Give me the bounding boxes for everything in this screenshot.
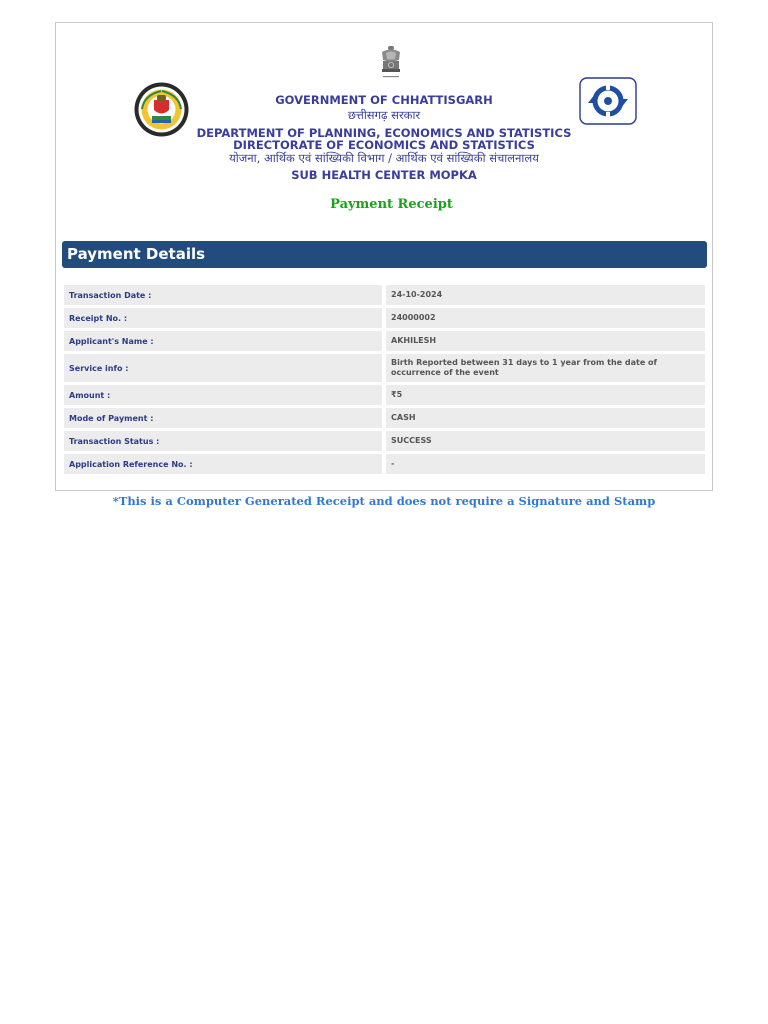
detail-row-transaction-date xyxy=(64,285,705,305)
detail-value: AKHILESH xyxy=(386,331,705,351)
detail-row-service-info xyxy=(64,354,705,382)
detail-label: Service info : xyxy=(64,354,382,382)
directorate-name: DIRECTORATE OF ECONOMICS AND STATISTICS xyxy=(233,138,535,152)
government-name-hindi: छत्तीसगढ़ सरकार xyxy=(347,108,421,122)
department-name: DEPARTMENT OF PLANNING, ECONOMICS AND STATISTICS xyxy=(196,126,572,140)
detail-label: Application Reference No. : xyxy=(64,454,382,474)
detail-value: ₹5 xyxy=(386,385,705,405)
detail-row-payment-mode xyxy=(64,408,705,428)
detail-value: 24000002 xyxy=(386,308,705,328)
detail-row-receipt-no xyxy=(64,308,705,328)
department-name-hindi: योजना, आर्थिक एवं सांख्यिकी विभाग / आर्थिक एवं सांख्यिकी संचालनालय xyxy=(229,151,539,165)
health-center-name: SUB HEALTH CENTER MOPKA xyxy=(291,168,477,182)
detail-label: Transaction Date : xyxy=(64,285,382,305)
detail-row-applicant-name xyxy=(64,331,705,351)
payment-details-table xyxy=(64,285,705,477)
detail-value: 24-10-2024 xyxy=(386,285,705,305)
computer-generated-note: *This is a Computer Generated Receipt and does not require a Signature and Stamp xyxy=(112,494,656,508)
detail-row-transaction-status xyxy=(64,431,705,451)
detail-value: CASH xyxy=(386,408,705,428)
national-emblem-icon xyxy=(377,44,405,84)
receipt-title: Payment Receipt xyxy=(330,197,453,212)
detail-label: Mode of Payment : xyxy=(64,408,382,428)
detail-label: Applicant's Name : xyxy=(64,331,382,351)
detail-value: Birth Reported between 31 days to 1 year from the date of occurrence of the event xyxy=(386,354,705,382)
detail-label: Receipt No. : xyxy=(64,308,382,328)
section-header: Payment Details xyxy=(62,241,707,268)
detail-row-application-reference xyxy=(64,454,705,474)
government-name: GOVERNMENT OF CHHATTISGARH xyxy=(275,93,493,107)
detail-label: Amount : xyxy=(64,385,382,405)
detail-value: SUCCESS xyxy=(386,431,705,451)
detail-row-amount xyxy=(64,385,705,405)
detail-label: Transaction Status : xyxy=(64,431,382,451)
detail-value: - xyxy=(386,454,705,474)
